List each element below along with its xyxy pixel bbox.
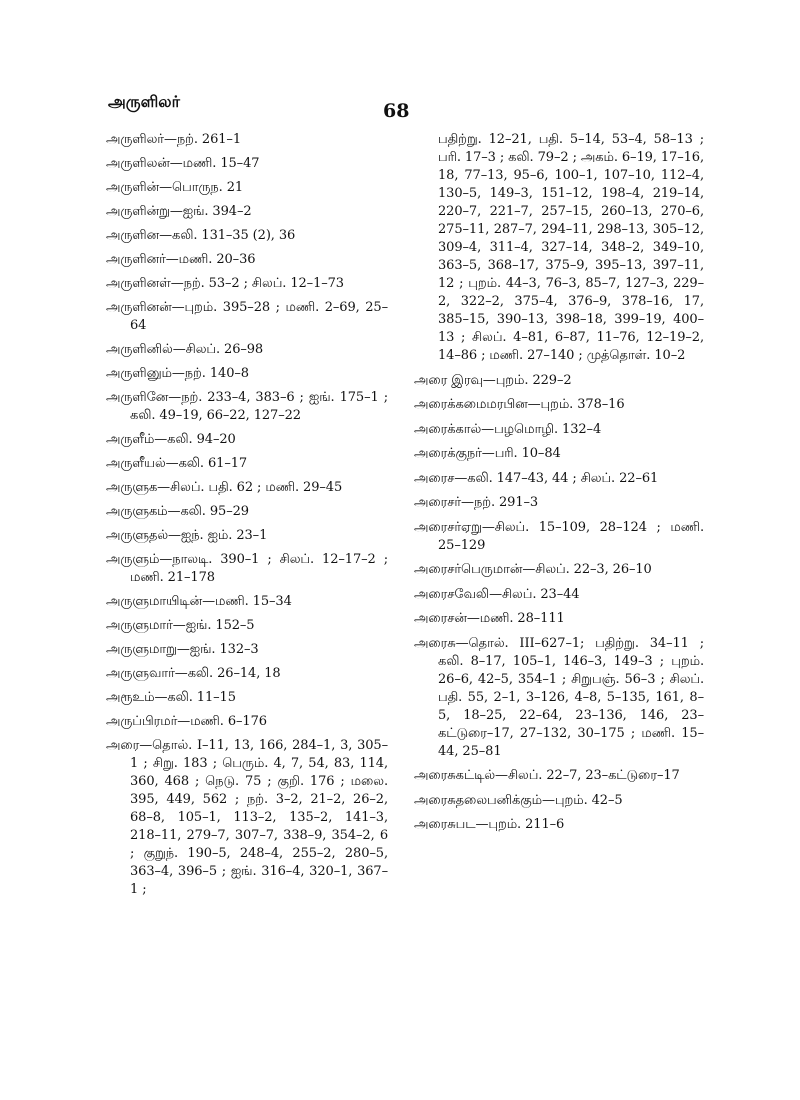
index-entry: அரைக்கால்—பழமொழி. 132–4 bbox=[414, 421, 602, 437]
index-entry: அருளினள்—நற். 53–2 ; சிலப். 12–1–73 bbox=[106, 276, 344, 291]
index-entry: அரைச—கலி. 147–43, 44 ; சிலப். 22–61 bbox=[414, 470, 659, 486]
index-entry-continuation: பதிற்று. 12–21, பதி. 5–14, 53–4, 58–13 ; பரி. 17–3 ; கலி. 79–2 ; அகம். 6–19, 17–16, 18, 77–13, 95–6, 100–1, 107–10, 112–4, 130–5, 149–3, 151–12, 198–4, 219–14, 220–7, 221–7, 257–15, 260–13, 270–6, 275–11, 287–7, 294–11, 298–13, 305–12, 309–4, 311–4, 327–14, 348–2, 349–10, 363–5, 368–17, 375–9, 395–13, 397–11, 12 ; புறம். 44–3, 76–3, 85–7, 127–3, 229–2, 322–2, 375–4, 376–9, 378–16, 17, 385–15, 390–13, 398–18, 399–19, 400–13 ; சிலப். 4–81, 6–87, 11–76, 12–19–2, 14–86 ; மணி. 27–140 ; முத்தொள். 10–2 bbox=[438, 132, 704, 363]
index-entry: அருளுமாறு—ஐங். 132–3 bbox=[106, 642, 259, 657]
index-entry: அருளிலர்—நற். 261–1 bbox=[106, 132, 241, 147]
index-entry: அருளுவார்—கலி. 26–14, 18 bbox=[106, 666, 281, 681]
index-entry: அரைசுகட்டில்—சிலப். 22–7, 23–கட்டுரை–17 bbox=[414, 768, 680, 783]
index-entry: அருளினும்—நற். 140–8 bbox=[106, 366, 249, 381]
index-entry: அருளுக—சிலப். பதி. 62 ; மணி. 29–45 bbox=[106, 480, 343, 495]
index-entry: அரைக்குநர்—பரி. 10–84 bbox=[414, 446, 561, 461]
index-entry: அருளிலன்—மணி. 15–47 bbox=[106, 156, 260, 171]
index-entry: அருளுகம்—கலி. 95–29 bbox=[106, 504, 249, 519]
index-entry: அருளின்று—ஐங். 394–2 bbox=[106, 204, 252, 219]
index-entry: அரைசுதலைபனிக்கும்—புறம். 42–5 bbox=[414, 792, 623, 808]
page-number: 68 bbox=[383, 100, 410, 122]
index-entry: அரைசுபட—புறம். 211–6 bbox=[414, 817, 565, 832]
left-column bbox=[106, 131, 388, 905]
index-entry: அருளினே—நற். 233–4, 383–6 ; ஐங். 175–1 ; கலி. 49–19, 66–22, 127–22 bbox=[106, 390, 388, 423]
running-head: அருளிலர் bbox=[108, 92, 180, 111]
index-entry: அருளின—கலி. 131–35 (2), 36 bbox=[106, 228, 296, 243]
index-entry: அருளினன்—புறம். 395–28 ; மணி. 2–69, 25–64 bbox=[106, 300, 388, 333]
index-entry: அருளுமார்—ஐங். 152–5 bbox=[106, 618, 255, 633]
index-entry: அரைசன்—மணி. 28–111 bbox=[414, 611, 565, 626]
index-entry: அரைசர்ஏறு—சிலப். 15–109, 28–124 ; மணி. 25–129 bbox=[414, 519, 704, 553]
index-entry: அரூஉம்—கலி. 11–15 bbox=[106, 690, 236, 705]
index-entry: அருப்பிரமர்—மணி. 6–176 bbox=[106, 714, 267, 729]
index-entry: அரைசர்—நற். 291–3 bbox=[414, 495, 539, 510]
index-entry: அருளினர்—மணி. 20–36 bbox=[106, 252, 256, 267]
index-entry: அரை இரவு—புறம். 229–2 bbox=[414, 372, 572, 388]
right-column bbox=[414, 131, 704, 841]
index-entry: அருளின்—பொருந. 21 bbox=[106, 180, 244, 195]
index-entry: அரைக்கமைமரபின—புறம். 378–16 bbox=[414, 397, 625, 412]
index-entry: அருளீம்—கலி. 94–20 bbox=[106, 432, 236, 447]
index-entry: அருளுமாயிடின்—மணி. 15–34 bbox=[106, 594, 292, 609]
index-entry: அரை—தொல். I–11, 13, 166, 284–1, 3, 305–1 ; சிறு. 183 ; பெரும். 4, 7, 54, 83, 114, 360, 468 ; நெடு. 75 ; குறி. 176 ; மலை. 395, 449, 562 ; நற். 3–2, 21–2, 26–2, 68–8, 105–1, 113–2, 135–2, 141–3, 218–11, 279–7, 307–7, 338–9, 354–2, 6 ; குறுந். 190–5, 248–4, 255–2, 280–5, 363–4, 396–5 ; ஐங். 316–4, 320–1, 367–1 ; bbox=[106, 738, 388, 897]
index-entry: அருளும்—நாலடி. 390–1 ; சிலப். 12–17–2 ; மணி. 21–178 bbox=[106, 552, 388, 585]
index-entry: அரைசர்பெருமான்—சிலப். 22–3, 26–10 bbox=[414, 562, 652, 577]
index-entry: அருளுதல்—ஐந். ஐம். 23–1 bbox=[106, 528, 268, 543]
index-entry: அரைசு—தொல். III–627–1; பதிற்று. 34–11 ; கலி. 8–17, 105–1, 146–3, 149–3 ; புறம். 26–6, 42–5, 354–1 ; சிறுபஞ். 56–3 ; சிலப். பதி. 55, 2–1, 3–126, 4–8, 5–135, 161, 8–5, 18–25, 22–64, 23–136, 146, 23–கட்டுரை–17, 27–132, 30–175 ; மணி. 15–44, 25–81 bbox=[414, 635, 704, 759]
index-entry: அருளினில்—சிலப். 26–98 bbox=[106, 342, 264, 357]
index-entry: அரைசவேலி—சிலப். 23–44 bbox=[414, 586, 580, 602]
index-entry: அருளீயல்—கலி. 61–17 bbox=[106, 456, 248, 471]
